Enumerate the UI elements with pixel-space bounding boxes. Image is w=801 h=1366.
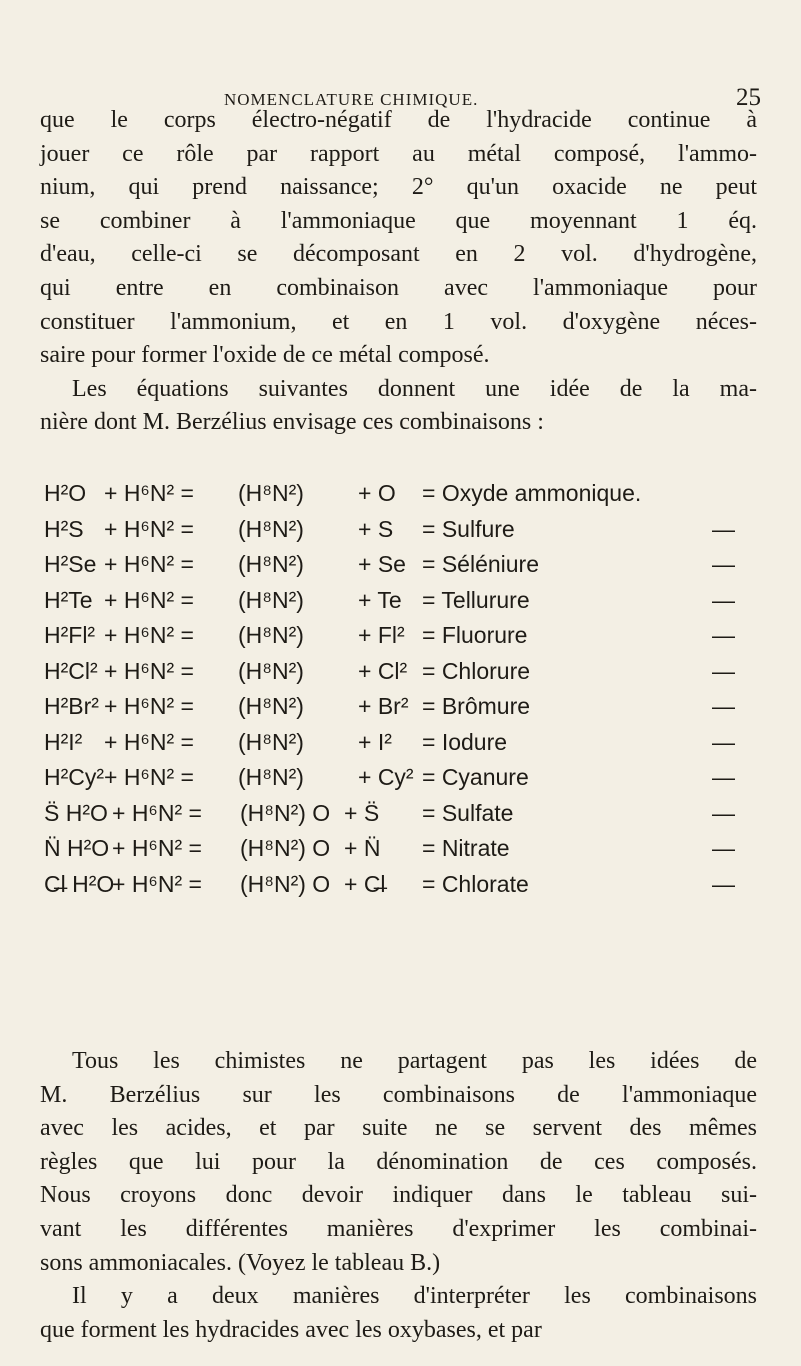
text-line: se combiner à l'ammoniaque que moyennant 1 éq. — [40, 207, 757, 234]
equation-element: + Se — [358, 551, 406, 577]
equation-acid: H²Br² — [44, 693, 99, 719]
text-line: que le corps électro-négatif de l'hydracide continue à — [40, 107, 757, 133]
equation-ammonium: (H⁸N²) — [238, 728, 304, 755]
page-number: 25 — [736, 84, 761, 111]
equation-acid: H²I² — [44, 728, 83, 755]
equation-acid: H²O — [44, 480, 87, 506]
text-line: qui entre en combinaison avec l'ammoniaque pour — [40, 274, 757, 301]
equation-dash: — — [712, 693, 735, 719]
text-line: saire pour former l'oxide de ce métal composé. — [40, 342, 490, 369]
equation-row — [44, 800, 774, 836]
equation-plus-base: + H⁶N² = — [104, 622, 194, 648]
equation-result: = Sulfate — [422, 799, 514, 826]
text-line: Nous croyons donc devoir indiquer dans le tableau sui- — [40, 1182, 757, 1209]
paragraph-1 — [40, 104, 757, 440]
equation-ammonium: (H⁸N²) — [238, 480, 304, 506]
equation-plus-base: + H⁶N² = — [112, 799, 202, 826]
equation-ammonium: (H⁸N²) — [238, 551, 304, 577]
equation-dash: — — [712, 551, 735, 577]
equation-dash: — — [712, 515, 735, 542]
equation-row — [44, 764, 774, 800]
equation-row — [44, 551, 774, 587]
equations-table — [44, 480, 774, 906]
equation-ammonium: (H⁸N²) — [238, 586, 304, 613]
equation-ammonium: (H⁸N²) — [238, 693, 304, 719]
text-line: d'eau, celle-ci se décomposant en 2 vol. d'hydrogène, — [40, 241, 757, 268]
running-title: NOMENCLATURE CHIMIQUE. — [224, 90, 479, 109]
equation-plus-base: + H⁶N² = — [104, 657, 194, 684]
equation-element: + Cl² — [358, 657, 408, 684]
equation-ammonium: (H⁸N²) O — [240, 835, 331, 861]
equation-element: + O — [358, 480, 396, 506]
equation-dash: — — [712, 728, 735, 755]
equation-dash: — — [712, 657, 735, 684]
equation-result: = Nitrate — [422, 835, 510, 861]
equation-row — [44, 480, 774, 516]
equation-result: = Iodure — [422, 728, 508, 755]
equation-element: + S — [358, 515, 394, 542]
equation-ammonium: (H⁸N²) O — [240, 799, 331, 826]
equation-row — [44, 729, 774, 765]
equation-result: = Chlorure — [422, 657, 531, 684]
equation-dash: — — [712, 586, 735, 613]
equation-acid: H²Cy² — [44, 764, 105, 790]
equation-dash: — — [712, 764, 735, 790]
text-line: sons ammoniacales. (Voyez le tableau B.) — [40, 1249, 441, 1276]
text-line: Il y a deux manières d'interpréter les combinaisons — [72, 1283, 757, 1310]
text-line: nium, qui prend naissance; 2° qu'un oxacide ne peut — [40, 174, 757, 201]
equation-result: = Tellurure — [422, 586, 530, 613]
equation-element: + Fl² — [358, 622, 405, 648]
text-line: constituer l'ammonium, et en 1 vol. d'oxygène néces- — [40, 308, 757, 335]
text-line: règles que lui pour la dénomination de ces composés. — [40, 1148, 757, 1175]
equation-row — [44, 587, 774, 623]
text-line: Les équations suivantes donnent une idée de la ma- — [72, 375, 757, 402]
equation-element: + Te — [358, 586, 402, 613]
equation-ammonium: (H⁸N²) — [238, 764, 304, 790]
equation-element: + N̈ — [344, 835, 381, 861]
equation-element: + Cy² — [358, 764, 414, 790]
equation-row — [44, 871, 774, 907]
equation-plus-base: + H⁶N² = — [104, 764, 194, 790]
equation-result: = Séléniure — [422, 551, 539, 577]
equation-result: = Sulfure — [422, 515, 515, 542]
equation-ammonium: (H⁸N²) — [238, 622, 304, 648]
text-line: nière dont M. Berzélius envisage ces combinaisons : — [40, 409, 544, 436]
equation-result: = Cyanure — [422, 764, 529, 790]
equation-acid: C̶l H²O — [44, 870, 115, 897]
equation-acid: H²S — [44, 515, 84, 542]
equation-ammonium: (H⁸N²) — [238, 657, 304, 684]
equation-ammonium: (H⁸N²) O — [240, 870, 331, 897]
equation-element: + I² — [358, 728, 392, 755]
equation-dash: — — [712, 870, 735, 897]
equation-ammonium: (H⁸N²) — [238, 515, 304, 542]
equation-acid: S̈ H²O — [44, 799, 108, 826]
equation-row — [44, 516, 774, 552]
equation-acid: N̈ H²O — [44, 835, 110, 861]
equation-acid: H²Cl² — [44, 657, 98, 684]
equation-result: = Brômure — [422, 693, 531, 719]
equation-dash: — — [712, 835, 735, 861]
text-line: jouer ce rôle par rapport au métal composé, l'ammo- — [40, 140, 757, 167]
equation-row — [44, 658, 774, 694]
paragraph-3 — [40, 1045, 757, 1347]
equation-plus-base: + H⁶N² = — [104, 586, 194, 613]
equation-dash: — — [712, 799, 735, 826]
equation-plus-base: + H⁶N² = — [112, 870, 202, 897]
equation-element: + C̶l — [344, 870, 386, 897]
equation-plus-base: + H⁶N² = — [104, 515, 194, 542]
equation-plus-base: + H⁶N² = — [104, 551, 194, 577]
equation-plus-base: + H⁶N² = — [104, 480, 194, 506]
equation-acid: H²Se — [44, 551, 97, 577]
equation-acid: H²Fl² — [44, 622, 96, 648]
equation-row — [44, 693, 774, 729]
equation-result: = Fluorure — [422, 622, 528, 648]
equation-dash: — — [712, 622, 735, 648]
equation-plus-base: + H⁶N² = — [112, 835, 202, 861]
text-line: M. Berzélius sur les combinaisons de l'ammoniaque — [40, 1081, 757, 1108]
equation-plus-base: + H⁶N² = — [104, 693, 194, 719]
text-line: avec les acides, et par suite ne se servent des mêmes — [40, 1115, 757, 1142]
equation-element: + Br² — [358, 693, 409, 719]
text-line: vant les différentes manières d'exprimer les combinai- — [40, 1215, 757, 1242]
equation-result: = Oxyde ammonique. — [422, 480, 642, 506]
equation-result: = Chlorate — [422, 870, 529, 897]
equation-row — [44, 622, 774, 658]
text-line: Tous les chimistes ne partagent pas les idées de — [72, 1048, 757, 1074]
text-line: que forment les hydracides avec les oxybases, et par — [40, 1316, 542, 1343]
equation-element: + S̈ — [344, 799, 380, 826]
equation-row — [44, 835, 774, 871]
equation-acid: H²Te — [44, 586, 93, 613]
equation-plus-base: + H⁶N² = — [104, 728, 194, 755]
